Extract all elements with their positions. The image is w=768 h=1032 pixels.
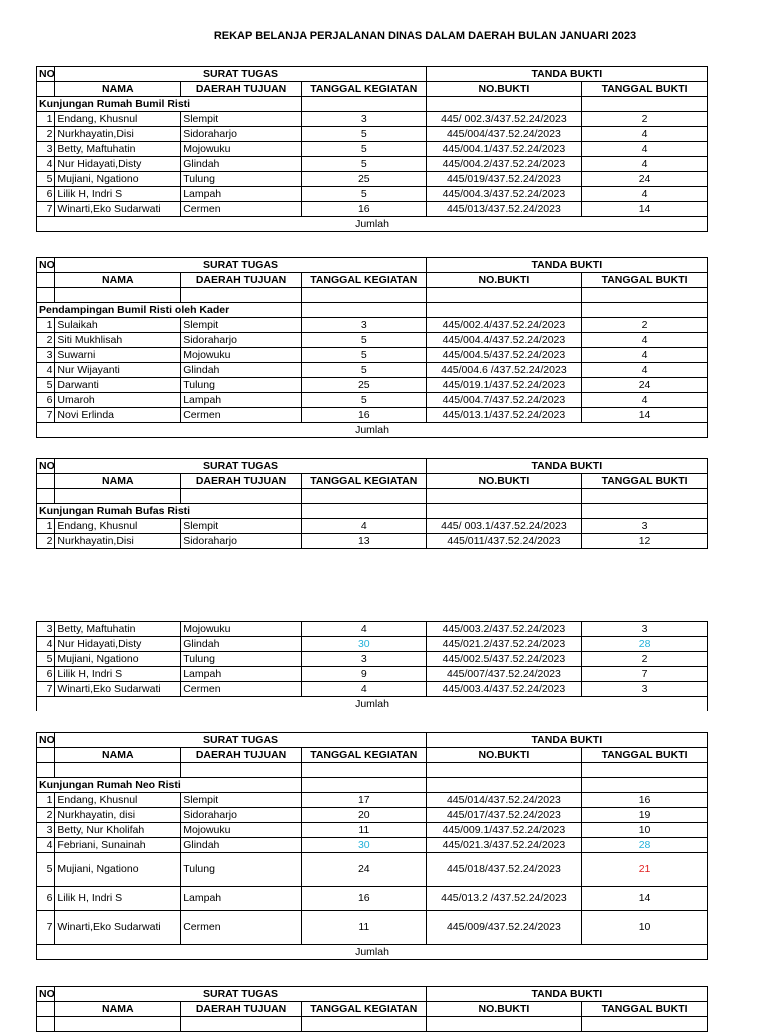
row-tanggal-bukti: 21 xyxy=(582,853,708,887)
row-tanggal-kegiatan: 16 xyxy=(301,887,426,911)
row-no-bukti: 445/003.2/437.52.24/2023 xyxy=(426,622,581,637)
row-daerah: Glindah xyxy=(181,363,302,378)
table-kunjungan-bumil xyxy=(36,66,708,232)
header-no-bukti: NO.BUKTI xyxy=(426,1002,581,1017)
page-title: REKAP BELANJA PERJALANAN DINAS DALAM DAERAH BULAN JANUARI 2023 xyxy=(213,30,637,42)
table-row xyxy=(37,348,708,363)
header-daerah: DAERAH TUJUAN xyxy=(181,748,302,763)
row-nama: Novi Erlinda xyxy=(55,408,181,423)
row-no-bukti: 445/004.1/437.52.24/2023 xyxy=(426,142,581,157)
row-tanggal-bukti: 10 xyxy=(582,823,708,838)
section-rows xyxy=(37,519,708,549)
row-no-bukti: 445/004.2/437.52.24/2023 xyxy=(426,157,581,172)
row-no-bukti: 445/021.3/437.52.24/2023 xyxy=(426,838,581,853)
table-row xyxy=(37,793,708,808)
row-nama: Betty, Nur Kholifah xyxy=(55,823,181,838)
row-daerah: Glindah xyxy=(181,637,302,652)
table-row xyxy=(37,172,708,187)
row-tanggal-bukti: 10 xyxy=(582,911,708,945)
table-row xyxy=(37,682,708,697)
row-tanggal-kegiatan: 4 xyxy=(301,519,426,534)
row-no: 3 xyxy=(37,622,55,637)
row-daerah: Cermen xyxy=(181,682,302,697)
row-tanggal-bukti: 3 xyxy=(582,682,708,697)
row-no-bukti: 445/004.5/437.52.24/2023 xyxy=(426,348,581,363)
row-nama: Darwanti xyxy=(55,378,181,393)
row-daerah: Lampah xyxy=(181,667,302,682)
section-title: Kunjungan Rumah Bufas Risti xyxy=(37,504,302,519)
row-no: 5 xyxy=(37,853,55,887)
table-row xyxy=(37,622,708,637)
table-row xyxy=(37,378,708,393)
row-nama: Lilik H, Indri S xyxy=(55,187,181,202)
row-no-bukti: 445/014/437.52.24/2023 xyxy=(426,793,581,808)
row-no-bukti: 445/004.3/437.52.24/2023 xyxy=(426,187,581,202)
table-row xyxy=(37,333,708,348)
row-tanggal-kegiatan: 20 xyxy=(301,808,426,823)
row-tanggal-bukti: 24 xyxy=(582,172,708,187)
row-tanggal-kegiatan: 3 xyxy=(301,318,426,333)
section-rows xyxy=(37,793,708,945)
row-daerah: Slempit xyxy=(181,793,302,808)
row-no-bukti: 445/009.1/437.52.24/2023 xyxy=(426,823,581,838)
row-no: 7 xyxy=(37,202,55,217)
jumlah-label: Jumlah xyxy=(37,217,708,232)
header-tanggal-bukti: TANGGAL BUKTI xyxy=(582,474,708,489)
row-daerah: Sidoraharjo xyxy=(181,534,302,549)
row-daerah: Slempit xyxy=(181,519,302,534)
header-nama: NAMA xyxy=(55,748,181,763)
row-daerah: Glindah xyxy=(181,157,302,172)
row-nama: Endang, Khusnul xyxy=(55,519,181,534)
header-tanggal-kegiatan: TANGGAL KEGIATAN xyxy=(301,1002,426,1017)
section-title: Kunjungan Rumah Bumil Risti xyxy=(37,97,302,112)
row-no-bukti: 445/004/437.52.24/2023 xyxy=(426,127,581,142)
row-tanggal-bukti: 28 xyxy=(582,637,708,652)
row-daerah: Slempit xyxy=(181,112,302,127)
header-nama: NAMA xyxy=(55,82,181,97)
row-no: 2 xyxy=(37,534,55,549)
header-tanggal-bukti: TANGGAL BUKTI xyxy=(582,273,708,288)
row-daerah: Slempit xyxy=(181,318,302,333)
header-no: NO xyxy=(37,258,55,273)
row-tanggal-bukti: 12 xyxy=(582,534,708,549)
row-tanggal-bukti: 4 xyxy=(582,142,708,157)
row-no: 5 xyxy=(37,378,55,393)
row-nama: Umaroh xyxy=(55,393,181,408)
row-no-bukti: 445/ 003.1/437.52.24/2023 xyxy=(426,519,581,534)
table-row xyxy=(37,637,708,652)
row-no-bukti: 445/011/437.52.24/2023 xyxy=(426,534,581,549)
row-no: 2 xyxy=(37,127,55,142)
row-no: 6 xyxy=(37,667,55,682)
row-tanggal-kegiatan: 25 xyxy=(301,172,426,187)
header-tanda-bukti: TANDA BUKTI xyxy=(426,733,707,748)
row-no: 5 xyxy=(37,652,55,667)
header-no-bukti: NO.BUKTI xyxy=(426,474,581,489)
row-daerah: Glindah xyxy=(181,838,302,853)
row-tanggal-kegiatan: 3 xyxy=(301,112,426,127)
row-tanggal-kegiatan: 16 xyxy=(301,408,426,423)
row-no: 3 xyxy=(37,823,55,838)
row-nama: Nur Hidayati,Disty xyxy=(55,637,181,652)
table-row xyxy=(37,652,708,667)
row-nama: Endang, Khusnul xyxy=(55,793,181,808)
row-tanggal-kegiatan: 4 xyxy=(301,622,426,637)
header-surat-tugas: SURAT TUGAS xyxy=(55,258,426,273)
header-no-bukti: NO.BUKTI xyxy=(426,82,581,97)
table-row xyxy=(37,823,708,838)
row-daerah: Tulung xyxy=(181,652,302,667)
row-daerah: Lampah xyxy=(181,887,302,911)
row-daerah: Mojowuku xyxy=(181,348,302,363)
row-tanggal-kegiatan: 11 xyxy=(301,911,426,945)
table-row xyxy=(37,127,708,142)
row-daerah: Cermen xyxy=(181,408,302,423)
header-surat-tugas: SURAT TUGAS xyxy=(55,67,426,82)
table-row xyxy=(37,187,708,202)
row-nama: Mujiani, Ngationo xyxy=(55,652,181,667)
row-nama: Nurkhayatin, disi xyxy=(55,808,181,823)
header-tanggal-bukti: TANGGAL BUKTI xyxy=(582,1002,708,1017)
row-tanggal-kegiatan: 5 xyxy=(301,157,426,172)
header-nama: NAMA xyxy=(55,273,181,288)
row-no: 7 xyxy=(37,682,55,697)
row-daerah: Mojowuku xyxy=(181,622,302,637)
row-daerah: Tulung xyxy=(181,172,302,187)
row-no-bukti: 445/004.4/437.52.24/2023 xyxy=(426,333,581,348)
row-daerah: Cermen xyxy=(181,202,302,217)
header-no-bukti: NO.BUKTI xyxy=(426,273,581,288)
header-tanda-bukti: TANDA BUKTI xyxy=(426,987,707,1002)
row-no-bukti: 445/018/437.52.24/2023 xyxy=(426,853,581,887)
row-tanggal-bukti: 3 xyxy=(582,622,708,637)
row-tanggal-bukti: 3 xyxy=(582,519,708,534)
header-tanggal-kegiatan: TANGGAL KEGIATAN xyxy=(301,273,426,288)
section-title: Pendampingan Bumil Risti oleh Kader xyxy=(37,303,302,318)
jumlah-label: Jumlah xyxy=(37,423,708,438)
row-tanggal-bukti: 19 xyxy=(582,808,708,823)
header-tanggal-bukti: TANGGAL BUKTI xyxy=(582,748,708,763)
row-no: 3 xyxy=(37,348,55,363)
row-tanggal-kegiatan: 5 xyxy=(301,348,426,363)
row-tanggal-bukti: 28 xyxy=(582,838,708,853)
row-tanggal-kegiatan: 5 xyxy=(301,363,426,378)
row-nama: Winarti,Eko Sudarwati xyxy=(55,202,181,217)
row-tanggal-bukti: 4 xyxy=(582,187,708,202)
row-nama: Endang, Khusnul xyxy=(55,112,181,127)
section-rows xyxy=(37,318,708,423)
row-no: 4 xyxy=(37,637,55,652)
row-nama: Winarti,Eko Sudarwati xyxy=(55,911,181,945)
row-no-bukti: 445/004.7/437.52.24/2023 xyxy=(426,393,581,408)
row-tanggal-bukti: 14 xyxy=(582,408,708,423)
jumlah-label: Jumlah xyxy=(37,945,708,960)
table-row xyxy=(37,318,708,333)
header-nama: NAMA xyxy=(55,474,181,489)
header-no: NO xyxy=(37,733,55,748)
row-tanggal-bukti: 2 xyxy=(582,318,708,333)
jumlah-label: Jumlah xyxy=(37,697,708,712)
row-no: 6 xyxy=(37,187,55,202)
row-tanggal-bukti: 4 xyxy=(582,348,708,363)
row-daerah: Sidoraharjo xyxy=(181,333,302,348)
row-no: 3 xyxy=(37,142,55,157)
table-row xyxy=(37,363,708,378)
header-tanda-bukti: TANDA BUKTI xyxy=(426,258,707,273)
row-tanggal-bukti: 4 xyxy=(582,363,708,378)
row-nama: Lilik H, Indri S xyxy=(55,667,181,682)
table-row xyxy=(37,408,708,423)
row-tanggal-bukti: 4 xyxy=(582,393,708,408)
row-daerah: Mojowuku xyxy=(181,142,302,157)
row-tanggal-bukti: 4 xyxy=(582,333,708,348)
row-tanggal-bukti: 16 xyxy=(582,793,708,808)
row-no-bukti: 445/013/437.52.24/2023 xyxy=(426,202,581,217)
row-no: 2 xyxy=(37,808,55,823)
row-tanggal-kegiatan: 3 xyxy=(301,652,426,667)
row-daerah: Lampah xyxy=(181,393,302,408)
row-nama: Winarti,Eko Sudarwati xyxy=(55,682,181,697)
header-nama: NAMA xyxy=(55,1002,181,1017)
row-no: 6 xyxy=(37,887,55,911)
row-nama: Betty, Maftuhatin xyxy=(55,142,181,157)
section-rows xyxy=(37,112,708,217)
row-no-bukti: 445/002.4/437.52.24/2023 xyxy=(426,318,581,333)
row-nama: Nurkhayatin,Disi xyxy=(55,127,181,142)
row-nama: Mujiani, Ngationo xyxy=(55,172,181,187)
row-no-bukti: 445/004.6 /437.52.24/2023 xyxy=(426,363,581,378)
row-tanggal-kegiatan: 5 xyxy=(301,127,426,142)
row-no-bukti: 445/019.1/437.52.24/2023 xyxy=(426,378,581,393)
row-tanggal-kegiatan: 5 xyxy=(301,333,426,348)
row-no-bukti: 445/021.2/437.52.24/2023 xyxy=(426,637,581,652)
header-daerah: DAERAH TUJUAN xyxy=(181,273,302,288)
header-daerah: DAERAH TUJUAN xyxy=(181,1002,302,1017)
row-nama: Nur Wijayanti xyxy=(55,363,181,378)
table-row xyxy=(37,911,708,945)
row-nama: Suwarni xyxy=(55,348,181,363)
row-no-bukti: 445/019/437.52.24/2023 xyxy=(426,172,581,187)
table-row xyxy=(37,519,708,534)
header-no: NO xyxy=(37,459,55,474)
row-no-bukti: 445/017/437.52.24/2023 xyxy=(426,808,581,823)
row-daerah: Tulung xyxy=(181,378,302,393)
row-tanggal-kegiatan: 24 xyxy=(301,853,426,887)
row-no-bukti: 445/ 002.3/437.52.24/2023 xyxy=(426,112,581,127)
row-no: 1 xyxy=(37,112,55,127)
table-row xyxy=(37,887,708,911)
header-no-bukti: NO.BUKTI xyxy=(426,748,581,763)
header-daerah: DAERAH TUJUAN xyxy=(181,82,302,97)
row-tanggal-kegiatan: 30 xyxy=(301,637,426,652)
row-no: 4 xyxy=(37,157,55,172)
row-tanggal-kegiatan: 5 xyxy=(301,187,426,202)
row-daerah: Lampah xyxy=(181,187,302,202)
table-next xyxy=(36,986,708,1032)
row-no-bukti: 445/007/437.52.24/2023 xyxy=(426,667,581,682)
table-row xyxy=(37,853,708,887)
row-no: 4 xyxy=(37,838,55,853)
row-no: 1 xyxy=(37,793,55,808)
row-no-bukti: 445/013.1/437.52.24/2023 xyxy=(426,408,581,423)
row-no: 1 xyxy=(37,519,55,534)
table-neo-risti xyxy=(36,732,708,960)
header-tanda-bukti: TANDA BUKTI xyxy=(426,67,707,82)
row-tanggal-bukti: 14 xyxy=(582,202,708,217)
row-no-bukti: 445/013.2 /437.52.24/2023 xyxy=(426,887,581,911)
row-daerah: Sidoraharjo xyxy=(181,808,302,823)
row-no-bukti: 445/003.4/437.52.24/2023 xyxy=(426,682,581,697)
row-tanggal-kegiatan: 13 xyxy=(301,534,426,549)
row-daerah: Tulung xyxy=(181,853,302,887)
row-nama: Mujiani, Ngationo xyxy=(55,853,181,887)
table-row xyxy=(37,112,708,127)
row-daerah: Mojowuku xyxy=(181,823,302,838)
row-daerah: Cermen xyxy=(181,911,302,945)
row-nama: Nurkhayatin,Disi xyxy=(55,534,181,549)
table-row xyxy=(37,393,708,408)
table-pendampingan-bumil xyxy=(36,257,708,438)
table-bufas-risti-a xyxy=(36,458,708,549)
row-tanggal-bukti: 14 xyxy=(582,887,708,911)
row-no: 5 xyxy=(37,172,55,187)
table-row xyxy=(37,157,708,172)
header-tanggal-bukti: TANGGAL BUKTI xyxy=(582,82,708,97)
table-bufas-risti-b xyxy=(36,621,708,711)
row-tanggal-bukti: 2 xyxy=(582,652,708,667)
header-tanggal-kegiatan: TANGGAL KEGIATAN xyxy=(301,82,426,97)
row-nama: Febriani, Sunainah xyxy=(55,838,181,853)
row-tanggal-kegiatan: 25 xyxy=(301,378,426,393)
row-tanggal-bukti: 7 xyxy=(582,667,708,682)
row-tanggal-bukti: 24 xyxy=(582,378,708,393)
header-tanggal-kegiatan: TANGGAL KEGIATAN xyxy=(301,748,426,763)
table-row xyxy=(37,808,708,823)
header-no: NO xyxy=(37,67,55,82)
row-tanggal-kegiatan: 5 xyxy=(301,142,426,157)
row-tanggal-kegiatan: 16 xyxy=(301,202,426,217)
row-tanggal-kegiatan: 9 xyxy=(301,667,426,682)
section-rows xyxy=(37,622,708,697)
header-surat-tugas: SURAT TUGAS xyxy=(55,459,426,474)
row-no: 1 xyxy=(37,318,55,333)
row-tanggal-kegiatan: 11 xyxy=(301,823,426,838)
header-tanggal-kegiatan: TANGGAL KEGIATAN xyxy=(301,474,426,489)
row-tanggal-kegiatan: 4 xyxy=(301,682,426,697)
row-no: 6 xyxy=(37,393,55,408)
header-surat-tugas: SURAT TUGAS xyxy=(55,733,426,748)
section-title: Kunjungan Rumah Neo Risti xyxy=(37,778,302,793)
row-daerah: Sidoraharjo xyxy=(181,127,302,142)
row-no-bukti: 445/009/437.52.24/2023 xyxy=(426,911,581,945)
row-tanggal-kegiatan: 30 xyxy=(301,838,426,853)
row-nama: Siti Mukhlisah xyxy=(55,333,181,348)
row-no: 7 xyxy=(37,408,55,423)
row-nama: Betty, Maftuhatin xyxy=(55,622,181,637)
header-no: NO xyxy=(37,987,55,1002)
row-no: 4 xyxy=(37,363,55,378)
row-tanggal-bukti: 4 xyxy=(582,127,708,142)
row-nama: Lilik H, Indri S xyxy=(55,887,181,911)
table-row xyxy=(37,534,708,549)
row-no: 7 xyxy=(37,911,55,945)
row-tanggal-bukti: 4 xyxy=(582,157,708,172)
table-row xyxy=(37,667,708,682)
header-surat-tugas: SURAT TUGAS xyxy=(55,987,426,1002)
row-tanggal-kegiatan: 5 xyxy=(301,393,426,408)
row-nama: Nur Hidayati,Disty xyxy=(55,157,181,172)
header-daerah: DAERAH TUJUAN xyxy=(181,474,302,489)
row-no: 2 xyxy=(37,333,55,348)
header-tanda-bukti: TANDA BUKTI xyxy=(426,459,707,474)
table-row xyxy=(37,142,708,157)
table-row xyxy=(37,202,708,217)
row-tanggal-bukti: 2 xyxy=(582,112,708,127)
row-no-bukti: 445/002.5/437.52.24/2023 xyxy=(426,652,581,667)
row-nama: Sulaikah xyxy=(55,318,181,333)
row-tanggal-kegiatan: 17 xyxy=(301,793,426,808)
table-row xyxy=(37,838,708,853)
